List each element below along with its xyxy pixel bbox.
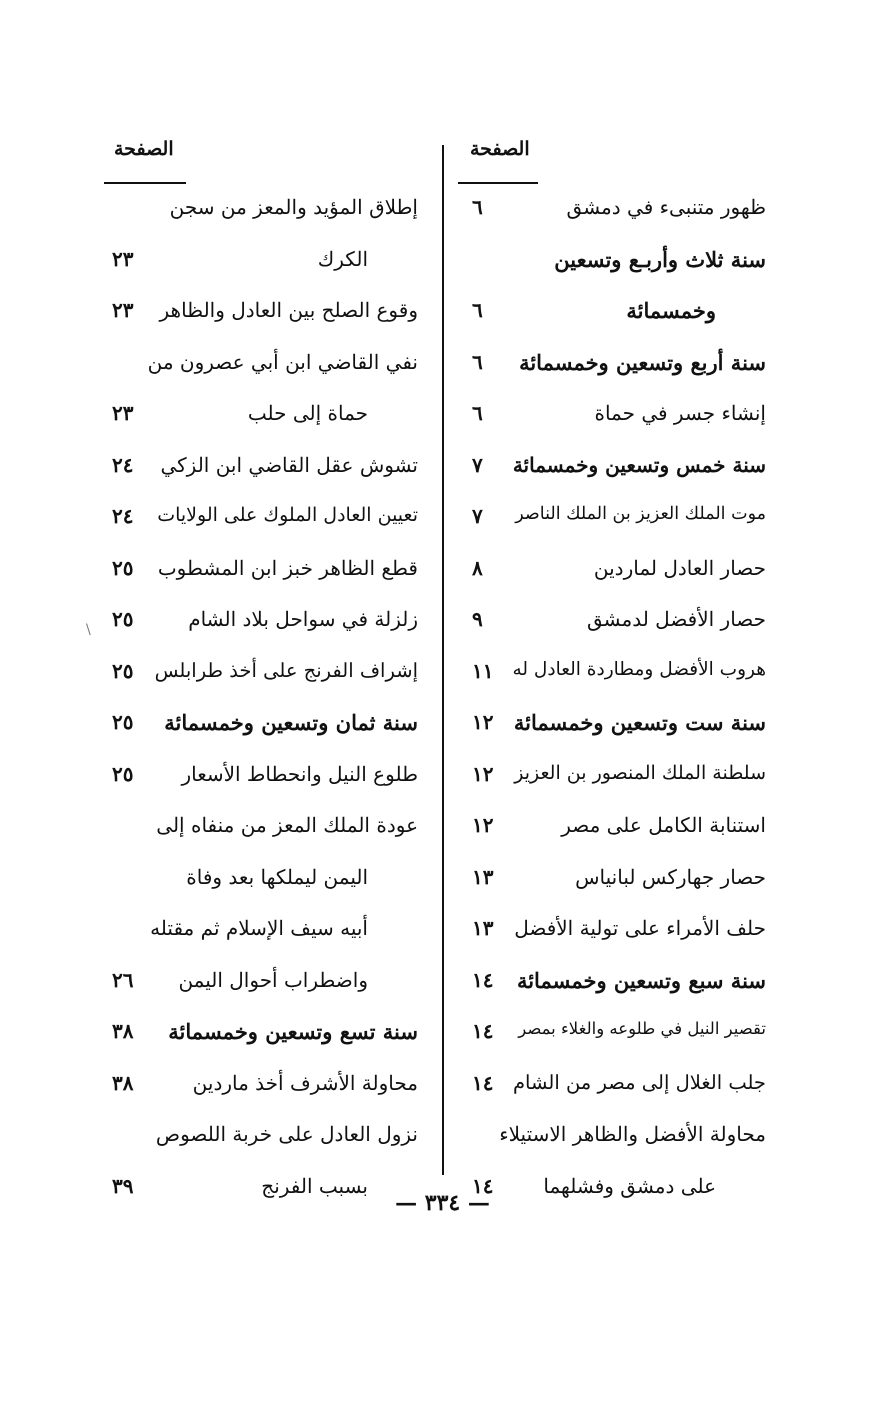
entry-title: بسبب الفرنج bbox=[261, 1173, 368, 1198]
entry-title: نزول العادل على خربة اللصوص bbox=[155, 1122, 418, 1146]
entry-page-number: ٦ bbox=[472, 349, 483, 374]
entry-page-number: ٣٨ bbox=[112, 1070, 134, 1095]
index-entry-line bbox=[106, 185, 418, 237]
right-column-header: الصفحة bbox=[470, 138, 530, 160]
index-entry-line bbox=[106, 443, 418, 495]
entry-page-number: ١٤ bbox=[472, 1173, 494, 1198]
entry-page-number: ٩ bbox=[472, 607, 483, 631]
entry-page-number: ١٤ bbox=[472, 1070, 494, 1095]
entry-page-number: ٢٥ bbox=[112, 710, 134, 734]
entry-page-number: ١٣ bbox=[472, 916, 494, 940]
entry-title: تعيين العادل الملوك على الولايات bbox=[157, 504, 418, 526]
index-entry-line bbox=[106, 906, 418, 958]
entry-page-number: ٣٩ bbox=[112, 1173, 134, 1198]
entry-title: حصار العادل لماردين bbox=[593, 555, 766, 580]
index-entry-line bbox=[466, 185, 766, 237]
entry-title: زلزلة في سواحل بلاد الشام bbox=[188, 607, 418, 631]
entry-page-number: ١٢ bbox=[472, 710, 494, 734]
index-entry-line bbox=[106, 803, 418, 855]
index-entry-line bbox=[106, 1061, 418, 1113]
index-entry-line bbox=[106, 237, 418, 289]
stray-mark: \ bbox=[86, 622, 91, 638]
entry-title: واضطراب أحوال اليمن bbox=[178, 967, 368, 992]
entry-title: محاولة الأشرف أخذ ماردين bbox=[192, 1070, 418, 1095]
entry-title: وقوع الصلح بين العادل والظاهر bbox=[159, 298, 418, 322]
entry-title: سنة ثمان وتسعين وخمسمائة bbox=[164, 710, 418, 735]
index-entry-line bbox=[466, 803, 766, 855]
index-entry-line bbox=[466, 1112, 766, 1164]
entry-page-number: ٢٣ bbox=[112, 298, 134, 322]
index-entry-line bbox=[466, 494, 766, 546]
index-entry-line bbox=[466, 546, 766, 598]
index-entry-line bbox=[106, 958, 418, 1010]
entry-title: سنة خمس وتسعين وخمسمائة bbox=[512, 452, 766, 477]
index-entry-line bbox=[106, 288, 418, 340]
index-entry-line bbox=[466, 237, 766, 289]
entry-title: وخمسمائة bbox=[626, 298, 716, 323]
page-number: — ٣٣٤ — bbox=[395, 1190, 490, 1216]
entry-page-number: ٢٣ bbox=[112, 401, 134, 425]
entry-title: سنة ست وتسعين وخمسمائة bbox=[513, 710, 766, 735]
index-entry-line bbox=[466, 906, 766, 958]
index-entry-line bbox=[106, 494, 418, 546]
index-entry-line bbox=[106, 855, 418, 907]
entry-page-number: ٢٥ bbox=[112, 658, 134, 683]
right-header-rule bbox=[458, 182, 538, 184]
index-entry-line bbox=[466, 1009, 766, 1061]
index-entry-line bbox=[466, 288, 766, 340]
entry-page-number: ٢٤ bbox=[112, 452, 134, 477]
left-column-header: الصفحة bbox=[114, 138, 174, 160]
entry-title: حلف الأمراء على تولية الأفضل bbox=[514, 916, 766, 940]
entry-title: على دمشق وفشلهما bbox=[543, 1173, 716, 1198]
right-column bbox=[466, 185, 766, 1215]
left-header-rule bbox=[104, 182, 186, 184]
index-entry-line bbox=[106, 597, 418, 649]
column-divider bbox=[442, 145, 444, 1175]
entry-page-number: ٣٨ bbox=[112, 1019, 134, 1043]
entry-page-number: ٢٤ bbox=[112, 504, 134, 528]
entry-title: سنة ثلاث وأربـع وتسعين bbox=[554, 246, 766, 272]
index-entry-line bbox=[466, 700, 766, 752]
entry-page-number: ٢٣ bbox=[112, 246, 134, 271]
entry-title: قطع الظاهر خبز ابن المشطوب bbox=[157, 555, 418, 580]
entry-title: نفي القاضي ابن أبي عصرون من bbox=[147, 349, 418, 374]
entry-page-number: ٢٥ bbox=[112, 761, 134, 786]
index-entry-line bbox=[466, 597, 766, 649]
entry-title: حصار جهاركس لبانياس bbox=[575, 864, 766, 889]
entry-title: حصار الأفضل لدمشق bbox=[586, 607, 766, 631]
index-entry-line bbox=[106, 1112, 418, 1164]
entry-title: جلب الغلال إلى مصر من الشام bbox=[512, 1070, 766, 1094]
entry-page-number: ٢٥ bbox=[112, 555, 134, 580]
index-entry-line bbox=[466, 958, 766, 1010]
entry-title: عودة الملك المعز من منفاه إلى bbox=[156, 813, 418, 837]
entry-title: محاولة الأفضل والظاهر الاستيلاء bbox=[499, 1122, 766, 1146]
index-entry-line bbox=[106, 752, 418, 804]
index-entry-line bbox=[466, 391, 766, 443]
index-entry-line bbox=[466, 1061, 766, 1113]
entry-title: سلطنة الملك المنصور بن العزيز bbox=[514, 761, 766, 784]
entry-title: أبيه سيف الإسلام ثم مقتله bbox=[150, 916, 368, 940]
entry-page-number: ١٢ bbox=[472, 761, 494, 786]
entry-page-number: ١٣ bbox=[472, 864, 494, 889]
index-entry-line bbox=[106, 700, 418, 752]
entry-page-number: ٦ bbox=[472, 195, 483, 219]
entry-title: سنة أربع وتسعين وخمسمائة bbox=[519, 349, 766, 375]
entry-page-number: ٦ bbox=[472, 401, 483, 425]
index-entry-line bbox=[466, 855, 766, 907]
entry-title: طلوع النيل وانحطاط الأسعار bbox=[181, 761, 418, 786]
index-entry-line bbox=[106, 340, 418, 392]
index-entry-line bbox=[466, 649, 766, 701]
entry-page-number: ٢٥ bbox=[112, 607, 134, 631]
entry-page-number: ١٤ bbox=[472, 967, 494, 992]
entry-page-number: ١٢ bbox=[472, 813, 494, 837]
entry-title: إطلاق المؤيد والمعز من سجن bbox=[169, 195, 418, 219]
index-entry-line bbox=[466, 752, 766, 804]
index-entry-line bbox=[466, 443, 766, 495]
entry-title: حماة إلى حلب bbox=[247, 401, 368, 425]
entry-title: تشوش عقل القاضي ابن الزكي bbox=[160, 452, 418, 477]
entry-title: موت الملك العزيز بن الملك الناصر bbox=[515, 504, 766, 524]
entry-page-number: ٢٦ bbox=[112, 967, 134, 992]
entry-page-number: ٧ bbox=[472, 452, 483, 477]
entry-page-number: ٦ bbox=[472, 298, 483, 322]
entry-title: هروب الأفضل ومطاردة العادل له bbox=[512, 658, 766, 680]
index-entry-line bbox=[106, 546, 418, 598]
entry-page-number: ١٤ bbox=[472, 1019, 494, 1043]
entry-page-number: ١١ bbox=[472, 658, 494, 683]
entry-title: استنابة الكامل على مصر bbox=[561, 813, 766, 837]
index-entry-line bbox=[106, 649, 418, 701]
entry-title: إشراف الفرنج على أخذ طرابلس bbox=[154, 658, 418, 682]
entry-title: سنة سبع وتسعين وخمسمائة bbox=[516, 967, 766, 993]
index-entry-line bbox=[466, 340, 766, 392]
entry-page-number: ٨ bbox=[472, 555, 483, 580]
entry-title: تقصير النيل في طلوعه والغلاء بمصر bbox=[518, 1019, 766, 1038]
entry-title: ظهور متنبىء في دمشق bbox=[566, 195, 766, 219]
entry-title: الكرك bbox=[317, 246, 368, 271]
index-entry-line bbox=[106, 1009, 418, 1061]
entry-title: اليمن ليملكها بعد وفاة bbox=[186, 864, 368, 889]
entry-page-number: ٧ bbox=[472, 504, 483, 528]
index-entry-line bbox=[106, 391, 418, 443]
entry-title: سنة تسع وتسعين وخمسمائة bbox=[168, 1019, 418, 1044]
entry-title: إنشاء جسر في حماة bbox=[594, 401, 766, 425]
left-column bbox=[106, 185, 418, 1215]
